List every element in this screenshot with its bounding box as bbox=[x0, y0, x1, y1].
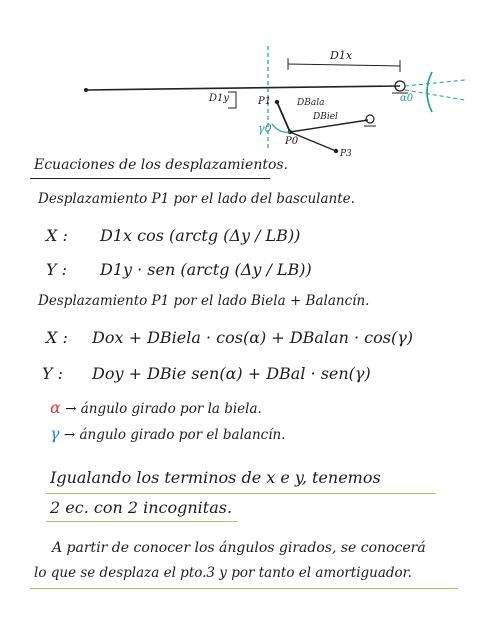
gamma-symbol: γ bbox=[50, 424, 60, 443]
label-dbala: DBala bbox=[297, 98, 325, 108]
conclusion-highlight-1 bbox=[46, 493, 436, 494]
section2-y-expression: Doy + DBie sen(α) + DBal · sen(γ) bbox=[92, 364, 371, 383]
d1x-dimension-line bbox=[288, 64, 400, 66]
section1-y-label: Y : bbox=[46, 260, 68, 279]
conclusion-line-3: A partir de conocer los ángulos girados, se conocerá bbox=[52, 540, 426, 556]
alpha0-ref-line-1 bbox=[405, 80, 465, 86]
section1-x-label: X : bbox=[46, 226, 68, 245]
label-alpha0: α0 bbox=[400, 93, 414, 104]
section2-x-expression: Dox + DBiela · cos(α) + DBalan · cos(γ) bbox=[92, 328, 414, 347]
section2-x-label: X : bbox=[46, 328, 68, 347]
label-p1: P1 bbox=[258, 96, 272, 107]
label-gamma0: γ0 bbox=[258, 122, 272, 135]
link-p1-p0 bbox=[277, 102, 290, 132]
section1-title: Desplazamiento P1 por el lado del basculante. bbox=[38, 191, 355, 207]
d1y-bracket bbox=[228, 92, 236, 108]
conclusion-highlight-2 bbox=[46, 521, 238, 522]
label-dbiel: DBiel bbox=[313, 112, 338, 122]
page-heading: Ecuaciones de los desplazamientos. bbox=[34, 157, 289, 173]
gamma-description: → ángulo girado por el balancín. bbox=[63, 427, 286, 443]
label-d1y: D1y bbox=[209, 93, 230, 104]
conclusion-line-1: Igualando los terminos de x e y, tenemos bbox=[50, 468, 381, 487]
label-d1x: D1x bbox=[330, 49, 353, 62]
p3-point bbox=[334, 149, 338, 153]
basculante-end-point bbox=[84, 88, 88, 92]
section1-x-expression: D1x cos (arctg (Δy / LB)) bbox=[100, 226, 301, 245]
section1-y-expression: D1y · sen (arctg (Δy / LB)) bbox=[100, 260, 312, 279]
conclusion-highlight-3 bbox=[30, 588, 458, 589]
conclusion-line-2: 2 ec. con 2 incognitas. bbox=[50, 498, 233, 517]
basculante-line bbox=[86, 86, 400, 90]
small-pivot bbox=[366, 115, 374, 123]
conclusion-line-4: lo que se desplaza el pto.3 y por tanto el amortiguador. bbox=[34, 565, 412, 581]
legend-alpha bbox=[50, 400, 262, 417]
label-p0: P0 bbox=[285, 136, 299, 147]
label-p3: P3 bbox=[340, 149, 352, 159]
alpha0-arc bbox=[427, 72, 432, 112]
section2-title: Desplazamiento P1 por el lado Biela + Balancín. bbox=[38, 293, 370, 309]
heading-underline bbox=[30, 178, 270, 179]
alpha-description: → ángulo girado por la biela. bbox=[65, 401, 262, 417]
alpha-symbol: α bbox=[50, 398, 61, 417]
alpha0-ref-line-2 bbox=[405, 90, 465, 100]
section2-y-label: Y : bbox=[42, 364, 64, 383]
legend-gamma bbox=[50, 426, 286, 443]
